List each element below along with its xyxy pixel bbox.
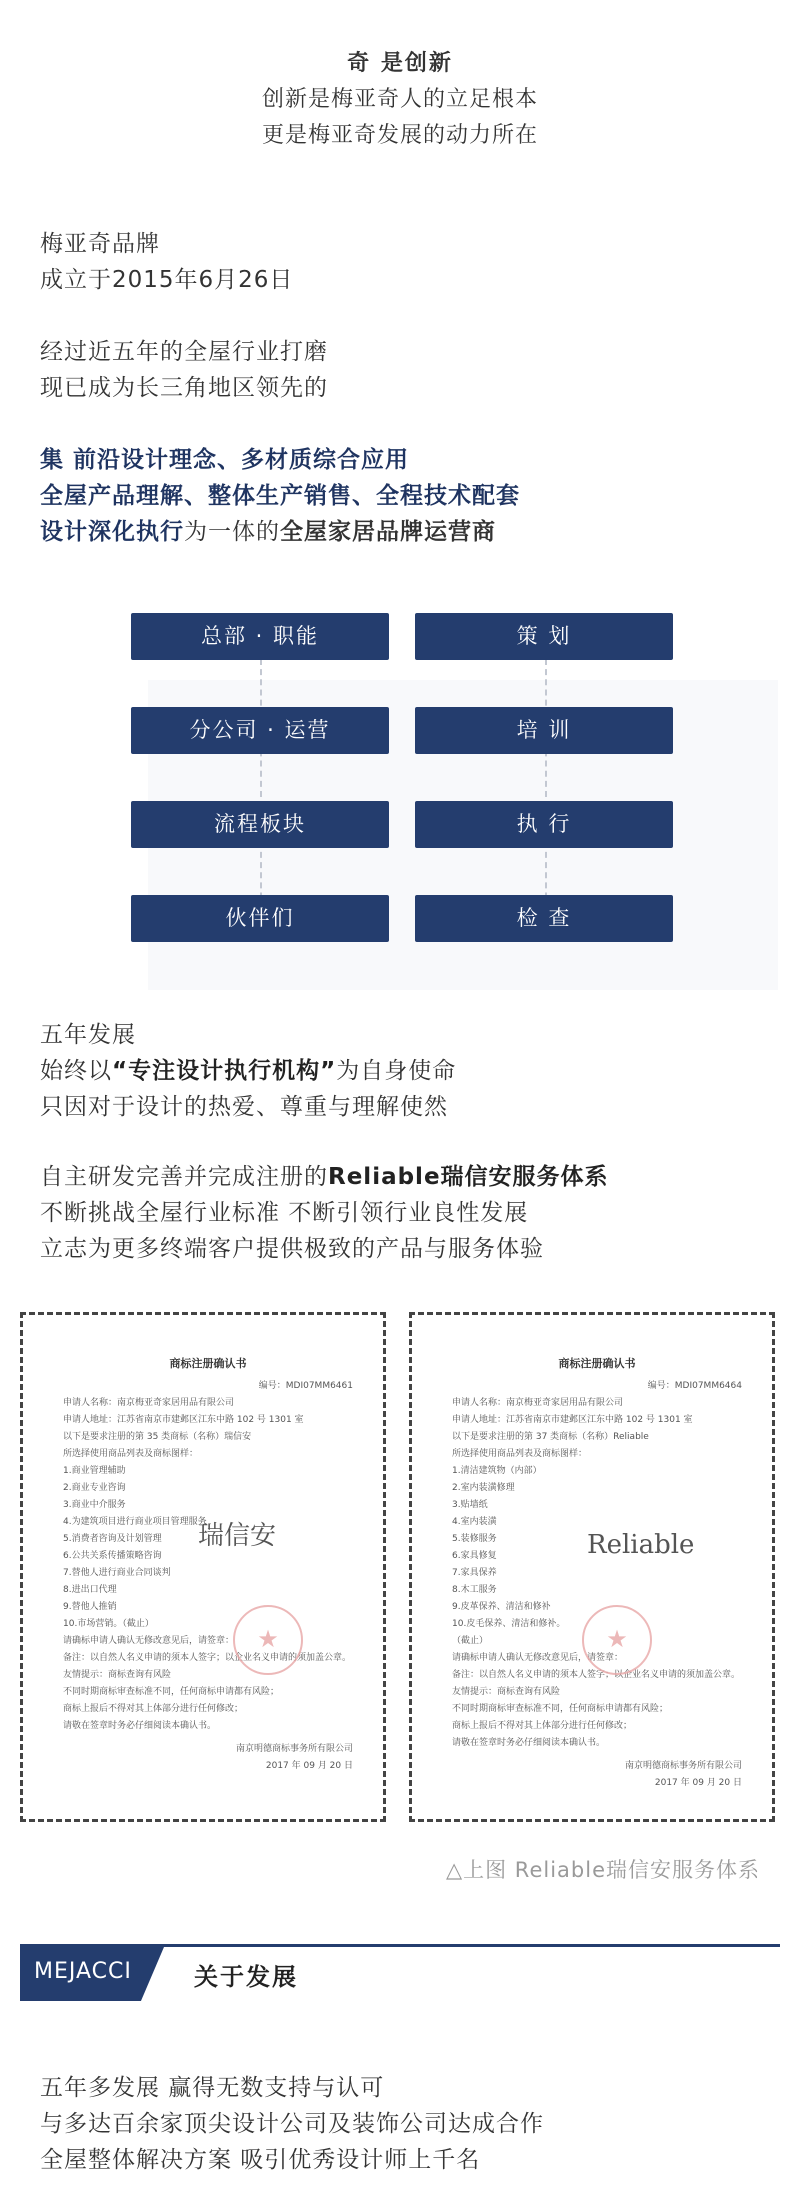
certificate-line: 3.商业中介服务 <box>63 1500 126 1510</box>
certificate-line: 6.家具修复 <box>452 1551 497 1561</box>
cert-left-agency: 南京明德商标事务所有限公司 <box>235 1744 353 1754</box>
positioning-line-3 <box>40 514 496 550</box>
brand-line-4: 现已成为长三角地区领先的 <box>40 375 328 401</box>
dev-line-4-pre: 自主研发完善并完成注册的 <box>40 1164 328 1190</box>
about-line-3: 全屋整体解决方案 吸引优秀设计师上千名 <box>40 2147 481 2173</box>
certificate-line: 9.皮革保养、清洁和修补 <box>452 1602 551 1612</box>
brand-tag: MEJACCI <box>34 1959 132 1984</box>
org-left-1: 总部 · 职能 <box>131 613 389 660</box>
certificate-line: （截止） <box>452 1636 489 1646</box>
cert-left-title: 商标注册确认书 <box>169 1357 247 1370</box>
certificate-line: 所选择使用商品列表及商标图样： <box>63 1449 199 1459</box>
intro-line-1: 创新是梅亚奇人的立足根本 <box>261 87 538 112</box>
certificate-line: 10.市场营销。（截止） <box>63 1619 154 1629</box>
cert-right-stamp <box>582 1605 652 1675</box>
certificate-line: 2.商业专业咨询 <box>63 1483 126 1493</box>
certificate-line: 申请人地址：江苏省南京市建邺区江东中路 102 号 1301 室 <box>63 1415 304 1425</box>
certificate-line: 9.替他人推销 <box>63 1602 117 1612</box>
positioning-bold-4: 全屋家居品牌运营商 <box>280 519 496 545</box>
positioning-bold-2: 全屋产品理解、整体生产销售、全程技术配套 <box>40 483 520 509</box>
org-right-4: 检 查 <box>415 895 673 942</box>
positioning-line-1 <box>40 442 409 478</box>
positioning-line-2 <box>40 478 520 514</box>
certificate-line: 申请人名称：南京梅亚奇家居用品有限公司 <box>63 1398 235 1408</box>
certificates-caption: △上图 Reliable瑞信安服务体系 <box>445 1858 760 1882</box>
certificate-line: 请确标申请人确认无修改意见后，请签章： <box>63 1636 235 1646</box>
certificate-left-body <box>63 1355 353 1775</box>
certificate-line: 备注：以自然人名义申请的须本人签字；以企业名义申请的须加盖公章。 <box>452 1670 741 1680</box>
stamp-star-icon: ★ <box>257 1625 279 1653</box>
org-left-4: 伙伴们 <box>131 895 389 942</box>
cert-left-number: 编号：MDI07MM6461 <box>258 1381 353 1391</box>
dev-line-2-post: 为自身使命 <box>336 1058 457 1084</box>
brand-line-2: 成立于2015年6月26日 <box>40 267 294 293</box>
certificate-line: 商标上报后不得对其上体部分进行任何修改； <box>63 1704 244 1714</box>
org-right-1: 策 划 <box>415 613 673 660</box>
certificate-line: 不同时期商标审查标准不同，任何商标申请都有风险； <box>452 1704 669 1714</box>
certificate-line: 3.贴墙纸 <box>452 1500 488 1510</box>
dev-line-2 <box>40 1053 456 1089</box>
cert-right-date: 2017 年 09 月 20 日 <box>654 1778 742 1788</box>
org-connector-right <box>545 659 547 929</box>
certificate-line: 请敬在签章时务必仔细阅读本确认书。 <box>63 1721 217 1731</box>
dev-line-6: 立志为更多终端客户提供极致的产品与服务体验 <box>40 1236 544 1262</box>
certificate-right-body <box>452 1355 742 1792</box>
certificate-line: 所选择使用商品列表及商标图样： <box>452 1449 588 1459</box>
certificate-line: 以下是要求注册的第 37 类商标（名称）Reliable <box>452 1432 649 1442</box>
about-line-1: 五年多发展 赢得无数支持与认可 <box>40 2075 385 2101</box>
org-connector-left <box>260 659 262 929</box>
certificate-line: 商标上报后不得对其上体部分进行任何修改； <box>452 1721 633 1731</box>
cert-right-agency: 南京明德商标事务所有限公司 <box>624 1761 742 1771</box>
dev-line-4-bold: Reliable瑞信安服务体系 <box>328 1164 609 1190</box>
cert-left-date: 2017 年 09 月 20 日 <box>265 1761 353 1771</box>
stamp-star-icon: ★ <box>606 1625 628 1653</box>
dev-line-5: 不断挑战全屋行业标准 不断引领行业良性发展 <box>40 1200 529 1226</box>
certificate-line: 1.商业管理辅助 <box>63 1466 126 1476</box>
certificate-line: 4.室内装潢 <box>452 1517 497 1527</box>
cert-right-lines <box>452 1395 742 1752</box>
certificate-line: 备注：以自然人名义申请的须本人签字；以企业名义申请的须加盖公章。 <box>63 1653 352 1663</box>
positioning-bold-3: 设计深化执行 <box>40 519 184 545</box>
certificate-line: 申请人名称：南京梅亚奇家居用品有限公司 <box>452 1398 624 1408</box>
intro-heading: 奇 是创新 <box>347 51 453 76</box>
cert-left-lines <box>63 1395 353 1735</box>
about-title: 关于发展 <box>194 1963 298 1991</box>
brand-line-3: 经过近五年的全屋行业打磨 <box>40 339 328 365</box>
certificate-line: 请敬在签章时务必仔细阅读本确认书。 <box>452 1738 606 1748</box>
cert-left-stamp <box>233 1605 303 1675</box>
certificate-line: 4.为建筑项目进行商业项目管理服务 <box>63 1517 207 1527</box>
about-line-2: 与多达百余家顶尖设计公司及装饰公司达成合作 <box>40 2111 544 2137</box>
certificate-line: 2.室内装潢修理 <box>452 1483 515 1493</box>
certificate-right <box>409 1312 775 1822</box>
certificate-line: 请确标申请人确认无修改意见后，请签章： <box>452 1653 624 1663</box>
dev-line-1: 五年发展 <box>40 1022 136 1048</box>
certificate-line: 友情提示：商标查询有风险 <box>63 1670 172 1680</box>
certificate-line: 1.清洁建筑物（内部） <box>452 1466 542 1476</box>
cert-right-title: 商标注册确认书 <box>558 1357 636 1370</box>
dev-line-2-pre: 始终以 <box>40 1058 112 1084</box>
certificate-line: 7.家具保养 <box>452 1568 497 1578</box>
certificate-left <box>20 1312 386 1822</box>
certificate-line: 申请人地址：江苏省南京市建邺区江东中路 102 号 1301 室 <box>452 1415 693 1425</box>
org-left-2: 分公司 · 运营 <box>131 707 389 754</box>
certificate-line: 7.替他人进行商业合同谈判 <box>63 1568 171 1578</box>
section-divider <box>20 1944 780 1947</box>
certificate-line: 10.皮毛保养、清洁和修补。 <box>452 1619 566 1629</box>
certificate-line: 6.公共关系传播策略咨询 <box>63 1551 162 1561</box>
positioning-mid: 为一体的 <box>184 519 280 545</box>
certificate-line: 不同时期商标审查标准不同，任何商标申请都有风险； <box>63 1687 280 1697</box>
certificate-line: 8.进出口代理 <box>63 1585 117 1595</box>
intro-line-2: 更是梅亚奇发展的动力所在 <box>261 123 538 148</box>
dev-line-2-bold: “专注设计执行机构” <box>112 1058 337 1084</box>
org-right-3: 执 行 <box>415 801 673 848</box>
certificate-line: 友情提示：商标查询有风险 <box>452 1687 561 1697</box>
positioning-prefix: 集 <box>40 447 74 473</box>
cert-right-watermark: Reliable <box>587 1530 695 1560</box>
certificate-line: 5.装修服务 <box>452 1534 497 1544</box>
dev-line-4 <box>40 1159 609 1195</box>
certificate-line: 8.木工服务 <box>452 1585 497 1595</box>
certificate-line: 以下是要求注册的第 35 类商标（名称）瑞信安 <box>63 1432 252 1442</box>
org-left-3: 流程板块 <box>131 801 389 848</box>
cert-left-watermark: 瑞信安 <box>198 1521 277 1551</box>
cert-right-number: 编号：MDI07MM6464 <box>647 1381 742 1391</box>
brand-line-1: 梅亚奇品牌 <box>40 231 160 257</box>
certificate-line: 5.消费者咨询及计划管理 <box>63 1534 162 1544</box>
positioning-bold-1: 前沿设计理念、多材质综合应用 <box>73 447 410 473</box>
dev-line-3: 只因对于设计的热爱、尊重与理解使然 <box>40 1094 448 1120</box>
org-right-2: 培 训 <box>415 707 673 754</box>
